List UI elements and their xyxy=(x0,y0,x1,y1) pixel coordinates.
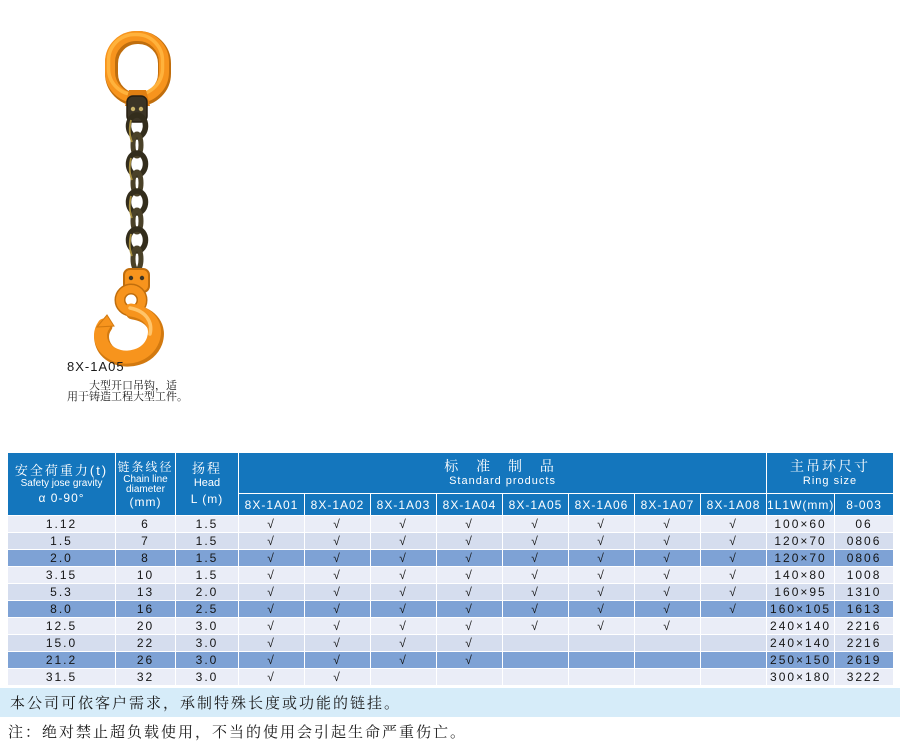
load-cell: 5.3 xyxy=(8,584,116,601)
check-cell-8x-1a08 xyxy=(701,635,767,652)
check-cell-8x-1a08: √ xyxy=(701,584,767,601)
header-ring-size-en: Ring size xyxy=(802,475,858,487)
head-cell: 1.5 xyxy=(176,516,239,533)
head-cell: 1.5 xyxy=(176,567,239,584)
table-row xyxy=(8,584,894,601)
check-cell-8x-1a03: √ xyxy=(371,516,437,533)
header-safety-load-zh: 安全荷重力(t) xyxy=(14,462,109,478)
check-cell-8x-1a08: √ xyxy=(701,516,767,533)
table-row xyxy=(8,652,894,669)
check-cell-8x-1a05: √ xyxy=(503,550,569,567)
notice-band xyxy=(0,688,900,717)
check-cell-8x-1a06: √ xyxy=(569,601,635,618)
ring-code-cell: 1310 xyxy=(835,584,894,601)
ring-size-cell: 100×60 xyxy=(767,516,835,533)
ring-size-cell: 240×140 xyxy=(767,635,835,652)
head-cell: 2.5 xyxy=(176,601,239,618)
check-cell-8x-1a04: √ xyxy=(437,652,503,669)
diameter-cell: 7 xyxy=(116,533,176,550)
diameter-cell: 22 xyxy=(116,635,176,652)
check-cell-8x-1a06: √ xyxy=(569,516,635,533)
check-cell-8x-1a03: √ xyxy=(371,652,437,669)
check-cell-8x-1a02: √ xyxy=(305,516,371,533)
check-cell-8x-1a05: √ xyxy=(503,584,569,601)
ring-size-cell: 160×95 xyxy=(767,584,835,601)
header-model-8x-1a01: 8X-1A01 xyxy=(239,494,305,516)
ring-size-cell: 300×180 xyxy=(767,669,835,686)
load-cell: 8.0 xyxy=(8,601,116,618)
header-ring-size-zh: 主吊环尺寸 xyxy=(790,458,871,474)
table-row xyxy=(8,601,894,618)
check-cell-8x-1a05: √ xyxy=(503,567,569,584)
chain-sling-illustration xyxy=(58,22,193,367)
load-cell: 1.12 xyxy=(8,516,116,533)
check-cell-8x-1a01: √ xyxy=(239,618,305,635)
check-cell-8x-1a02: √ xyxy=(305,550,371,567)
header-chain-diameter-en2: diameter xyxy=(126,483,165,495)
check-cell-8x-1a03: √ xyxy=(371,601,437,618)
header-ring-dimensions: 1L1W(mm) xyxy=(767,494,835,516)
check-cell-8x-1a01: √ xyxy=(239,652,305,669)
load-cell: 15.0 xyxy=(8,635,116,652)
diameter-cell: 8 xyxy=(116,550,176,567)
check-cell-8x-1a02: √ xyxy=(305,533,371,550)
check-cell-8x-1a01: √ xyxy=(239,601,305,618)
header-model-8x-1a06: 8X-1A06 xyxy=(569,494,635,516)
header-chain-diameter xyxy=(116,453,176,516)
header-model-8x-1a04: 8X-1A04 xyxy=(437,494,503,516)
product-description xyxy=(67,381,222,403)
product-code: 8X-1A05 xyxy=(67,359,125,374)
product-description-line1: 大型开口吊钩，适 xyxy=(89,380,177,392)
check-cell-8x-1a03 xyxy=(371,669,437,686)
ring-code-cell: 2216 xyxy=(835,618,894,635)
head-cell: 2.0 xyxy=(176,584,239,601)
load-cell: 3.15 xyxy=(8,567,116,584)
table-row xyxy=(8,635,894,652)
check-cell-8x-1a05 xyxy=(503,652,569,669)
spec-table xyxy=(7,452,894,686)
header-chain-diameter-sub: (mm) xyxy=(129,494,162,509)
diameter-cell: 13 xyxy=(116,584,176,601)
load-cell: 31.5 xyxy=(8,669,116,686)
check-cell-8x-1a05: √ xyxy=(503,601,569,618)
check-cell-8x-1a02: √ xyxy=(305,669,371,686)
diameter-cell: 10 xyxy=(116,567,176,584)
header-ring-size xyxy=(767,453,894,494)
ring-size-cell: 160×105 xyxy=(767,601,835,618)
load-cell: 12.5 xyxy=(8,618,116,635)
check-cell-8x-1a01: √ xyxy=(239,533,305,550)
spec-table-header xyxy=(8,453,894,516)
check-cell-8x-1a06: √ xyxy=(569,533,635,550)
check-cell-8x-1a04: √ xyxy=(437,618,503,635)
header-safety-load xyxy=(8,453,116,516)
check-cell-8x-1a03: √ xyxy=(371,550,437,567)
load-cell: 1.5 xyxy=(8,533,116,550)
head-cell: 1.5 xyxy=(176,550,239,567)
ring-code-cell: 1613 xyxy=(835,601,894,618)
spec-table-body xyxy=(8,516,894,686)
ring-code-cell: 2216 xyxy=(835,635,894,652)
header-model-8x-1a07: 8X-1A07 xyxy=(635,494,701,516)
check-cell-8x-1a06 xyxy=(569,652,635,669)
ring-size-cell: 120×70 xyxy=(767,533,835,550)
ring-code-cell: 1008 xyxy=(835,567,894,584)
header-model-8x-1a08: 8X-1A08 xyxy=(701,494,767,516)
diameter-cell: 32 xyxy=(116,669,176,686)
ring-code-cell: 2619 xyxy=(835,652,894,669)
check-cell-8x-1a04: √ xyxy=(437,533,503,550)
check-cell-8x-1a07: √ xyxy=(635,584,701,601)
check-cell-8x-1a05: √ xyxy=(503,516,569,533)
check-cell-8x-1a07: √ xyxy=(635,601,701,618)
check-cell-8x-1a02: √ xyxy=(305,635,371,652)
ring-code-cell: 0806 xyxy=(835,550,894,567)
check-cell-8x-1a04: √ xyxy=(437,584,503,601)
check-cell-8x-1a07: √ xyxy=(635,550,701,567)
head-cell: 3.0 xyxy=(176,669,239,686)
header-head-length xyxy=(176,453,239,516)
diameter-cell: 16 xyxy=(116,601,176,618)
diameter-cell: 6 xyxy=(116,516,176,533)
check-cell-8x-1a04: √ xyxy=(437,550,503,567)
check-cell-8x-1a08 xyxy=(701,618,767,635)
check-cell-8x-1a05: √ xyxy=(503,533,569,550)
check-cell-8x-1a02: √ xyxy=(305,584,371,601)
check-cell-8x-1a02: √ xyxy=(305,601,371,618)
check-cell-8x-1a07: √ xyxy=(635,533,701,550)
header-head-length-zh: 扬程 xyxy=(191,461,222,476)
ring-size-cell: 120×70 xyxy=(767,550,835,567)
check-cell-8x-1a04 xyxy=(437,669,503,686)
header-ring-code: 8-003 xyxy=(835,494,894,516)
check-cell-8x-1a01: √ xyxy=(239,516,305,533)
check-cell-8x-1a06 xyxy=(569,635,635,652)
header-standard-products-en: Standard products xyxy=(449,475,556,487)
diameter-cell: 20 xyxy=(116,618,176,635)
header-model-8x-1a03: 8X-1A03 xyxy=(371,494,437,516)
hook-icon xyxy=(97,289,156,359)
check-cell-8x-1a03: √ xyxy=(371,533,437,550)
check-cell-8x-1a06: √ xyxy=(569,584,635,601)
check-cell-8x-1a01: √ xyxy=(239,669,305,686)
header-standard-products-zh: 标 准 制 品 xyxy=(444,458,561,474)
check-cell-8x-1a07: √ xyxy=(635,618,701,635)
check-cell-8x-1a01: √ xyxy=(239,635,305,652)
head-cell: 3.0 xyxy=(176,635,239,652)
table-row xyxy=(8,516,894,533)
custom-order-notice: 本公司可依客户需求，承制特殊长度或功能的链挂。 xyxy=(10,695,402,712)
check-cell-8x-1a06: √ xyxy=(569,567,635,584)
head-cell: 3.0 xyxy=(176,652,239,669)
table-row xyxy=(8,618,894,635)
header-model-8x-1a05: 8X-1A05 xyxy=(503,494,569,516)
check-cell-8x-1a07 xyxy=(635,635,701,652)
head-cell: 3.0 xyxy=(176,618,239,635)
check-cell-8x-1a08 xyxy=(701,669,767,686)
header-head-length-sub: L (m) xyxy=(190,492,224,506)
check-cell-8x-1a08 xyxy=(701,652,767,669)
check-cell-8x-1a06 xyxy=(569,669,635,686)
check-cell-8x-1a02: √ xyxy=(305,618,371,635)
load-cell: 21.2 xyxy=(8,652,116,669)
diameter-cell: 26 xyxy=(116,652,176,669)
check-cell-8x-1a06: √ xyxy=(569,618,635,635)
check-cell-8x-1a06: √ xyxy=(569,550,635,567)
head-cell: 1.5 xyxy=(176,533,239,550)
ring-code-cell: 3222 xyxy=(835,669,894,686)
check-cell-8x-1a04: √ xyxy=(437,516,503,533)
ring-size-cell: 240×140 xyxy=(767,618,835,635)
header-chain-diameter-en1: Chain line xyxy=(123,473,168,485)
check-cell-8x-1a08: √ xyxy=(701,533,767,550)
table-row xyxy=(8,669,894,686)
header-head-length-en: Head xyxy=(193,477,221,489)
check-cell-8x-1a04: √ xyxy=(437,601,503,618)
check-cell-8x-1a05 xyxy=(503,669,569,686)
check-cell-8x-1a04: √ xyxy=(437,567,503,584)
check-cell-8x-1a03: √ xyxy=(371,584,437,601)
header-safety-load-sub: α 0-90° xyxy=(38,490,85,505)
table-row xyxy=(8,567,894,584)
table-row xyxy=(8,533,894,550)
check-cell-8x-1a04: √ xyxy=(437,635,503,652)
ring-size-cell: 140×80 xyxy=(767,567,835,584)
ring-code-cell: 0806 xyxy=(835,533,894,550)
check-cell-8x-1a03: √ xyxy=(371,618,437,635)
check-cell-8x-1a03: √ xyxy=(371,635,437,652)
check-cell-8x-1a02: √ xyxy=(305,567,371,584)
check-cell-8x-1a01: √ xyxy=(239,550,305,567)
master-link-icon xyxy=(109,35,165,100)
chain-icon xyxy=(129,115,146,270)
table-row xyxy=(8,550,894,567)
header-safety-load-en: Safety jose gravity xyxy=(20,477,103,489)
check-cell-8x-1a07: √ xyxy=(635,516,701,533)
check-cell-8x-1a05 xyxy=(503,635,569,652)
header-standard-products xyxy=(239,453,767,494)
check-cell-8x-1a05: √ xyxy=(503,618,569,635)
check-cell-8x-1a03: √ xyxy=(371,567,437,584)
check-cell-8x-1a08: √ xyxy=(701,550,767,567)
ring-size-cell: 250×150 xyxy=(767,652,835,669)
check-cell-8x-1a07 xyxy=(635,652,701,669)
header-model-8x-1a02: 8X-1A02 xyxy=(305,494,371,516)
ring-code-cell: 06 xyxy=(835,516,894,533)
check-cell-8x-1a07: √ xyxy=(635,567,701,584)
check-cell-8x-1a08: √ xyxy=(701,567,767,584)
check-cell-8x-1a08: √ xyxy=(701,601,767,618)
check-cell-8x-1a01: √ xyxy=(239,567,305,584)
product-description-line2: 用于铸造工程大型工件。 xyxy=(67,391,188,403)
overload-warning: 注：绝对禁止超负载使用，不当的使用会引起生命严重伤亡。 xyxy=(8,724,468,741)
header-chain-diameter-zh: 链条线径 xyxy=(117,459,174,474)
check-cell-8x-1a01: √ xyxy=(239,584,305,601)
check-cell-8x-1a02: √ xyxy=(305,652,371,669)
check-cell-8x-1a07 xyxy=(635,669,701,686)
load-cell: 2.0 xyxy=(8,550,116,567)
